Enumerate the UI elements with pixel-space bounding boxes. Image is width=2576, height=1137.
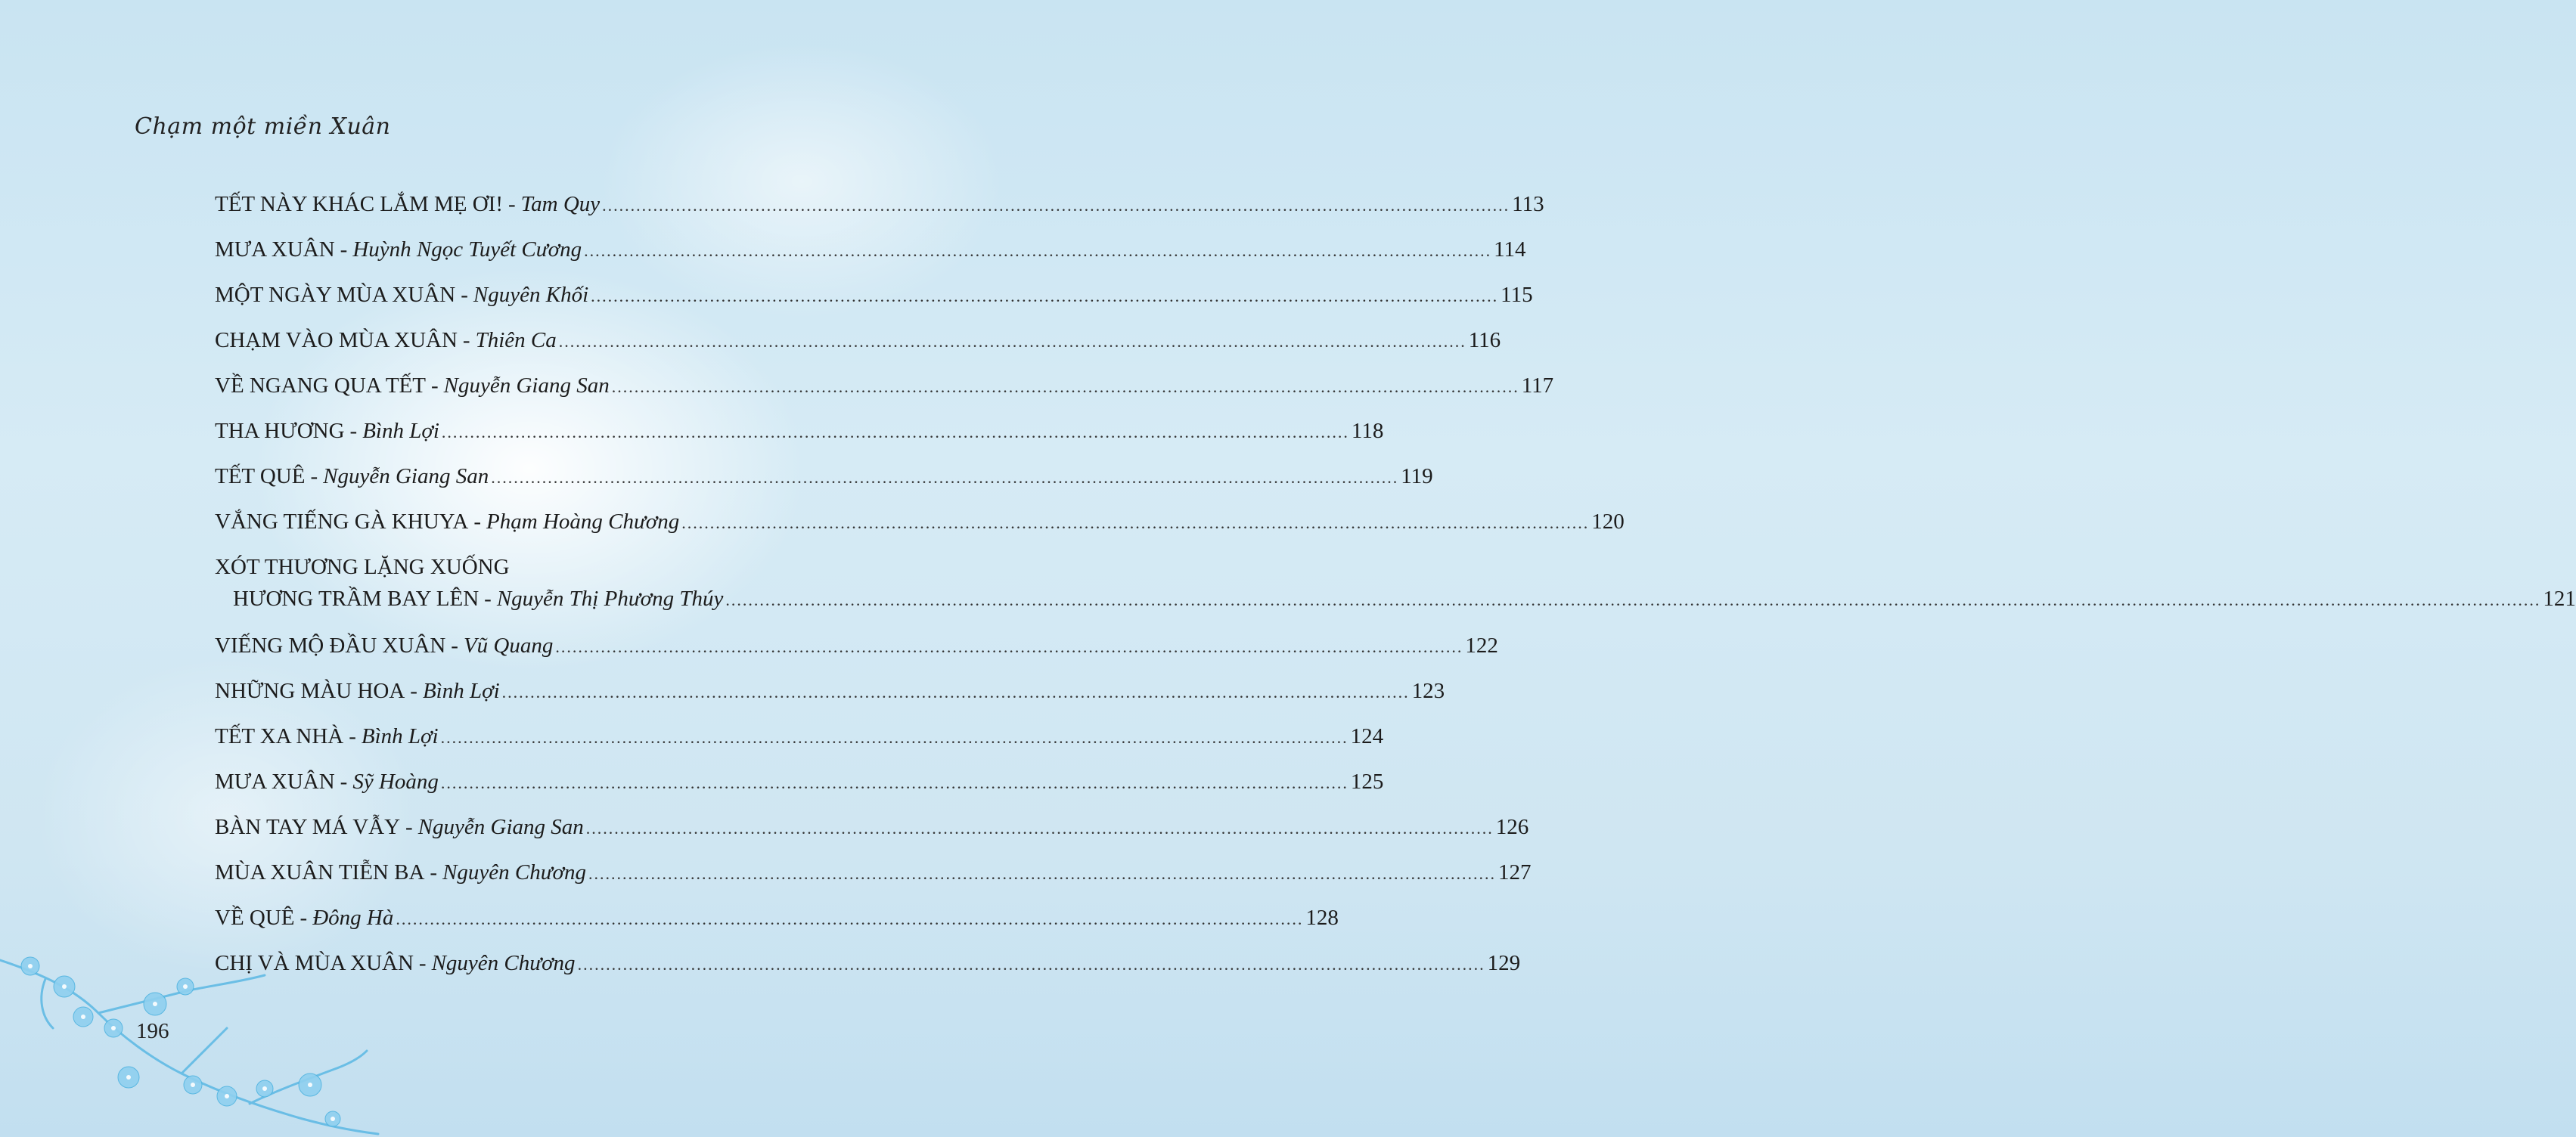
entry-separator: - (430, 373, 439, 398)
entry-separator: - (310, 464, 318, 488)
entry-title: VỀ QUÊ (215, 906, 295, 930)
toc-entry (215, 280, 1533, 310)
entry-separator: - (299, 906, 308, 930)
entry-page-number: 121 (2543, 587, 2576, 611)
entry-author: Tam Quy (520, 192, 601, 216)
toc-entry (215, 767, 1384, 797)
entry-title: VỀ NGANG QUA TẾT (215, 373, 426, 398)
dot-leader (612, 372, 1519, 402)
entry-separator: - (349, 419, 358, 443)
entry-title: BÀN TAY MÁ VẪY (215, 815, 401, 839)
dot-leader (586, 813, 1494, 844)
entry-title: CHỊ VÀ MÙA XUÂN (215, 951, 414, 975)
toc-entry (215, 507, 1625, 537)
entry-author: Thiên Ca (475, 328, 557, 352)
dot-leader (602, 191, 1510, 221)
toc-entry (215, 189, 1544, 219)
toc-entry (215, 325, 1501, 355)
entry-separator: - (349, 724, 356, 748)
dot-leader (578, 950, 1485, 980)
entry-page-number: 123 (1411, 679, 1445, 703)
entry-page-number: 116 (1468, 328, 1501, 352)
entry-separator: - (462, 328, 470, 352)
toc-entry (215, 812, 1529, 842)
entry-page-number: 127 (1498, 860, 1532, 885)
blossom-branch-illustration (0, 945, 378, 1137)
dot-leader (588, 859, 1496, 889)
entry-title: CHẠM VÀO MÙA XUÂN (215, 328, 458, 352)
entry-page-number: 114 (1494, 237, 1526, 262)
dot-leader (502, 677, 1410, 708)
entry-page-number: 129 (1487, 951, 1521, 975)
dot-leader (555, 632, 1463, 662)
entry-title: MÙA XUÂN TIỄN BA (215, 860, 425, 885)
toc-entry-two-line (215, 552, 2576, 615)
entry-author: Huỳnh Ngọc Tuyết Cương (352, 237, 582, 262)
entry-title: THA HƯƠNG (215, 419, 345, 443)
entry-author: Nguyễn Giang San (417, 815, 584, 839)
entry-title: NHỮNG MÀU HOA (215, 679, 405, 703)
toc-entry (215, 721, 1384, 751)
entry-title: VIẾNG MỘ ĐẦU XUÂN (215, 634, 446, 658)
dot-leader (441, 768, 1349, 798)
table-of-contents (215, 189, 2576, 993)
entry-page-number: 124 (1350, 724, 1384, 748)
dot-leader (681, 508, 1589, 538)
dot-leader (491, 463, 1398, 493)
entry-page-number: 118 (1351, 419, 1384, 443)
entry-separator: - (340, 237, 348, 262)
entry-page-number: 117 (1521, 373, 1554, 398)
entry-author: Bình Lợi (422, 679, 500, 703)
entry-author: Bình Lợi (362, 419, 439, 443)
entry-page-number: 113 (1512, 192, 1544, 216)
entry-title-line2: HƯƠNG TRẦM BAY LÊN (233, 587, 480, 611)
dot-leader (591, 281, 1498, 311)
entry-separator: - (405, 815, 413, 839)
entry-author: Phạm Hoàng Chương (486, 510, 680, 534)
entry-page-number: 115 (1501, 283, 1533, 307)
toc-entry (215, 676, 1445, 706)
dot-leader (441, 723, 1349, 753)
entry-author: Nguyễn Giang San (323, 464, 489, 488)
dot-leader (442, 417, 1349, 448)
entry-author: Nguyễn Thị Phương Thúy (496, 587, 724, 611)
entry-separator: - (418, 951, 427, 975)
dot-leader (396, 904, 1303, 934)
entry-page-number: 125 (1350, 770, 1384, 794)
entry-title: MƯA XUÂN (215, 770, 335, 794)
entry-separator: - (410, 679, 417, 703)
entry-title: MỘT NGÀY MÙA XUÂN (215, 283, 456, 307)
entry-separator: - (473, 510, 482, 534)
entry-page-number: 119 (1401, 464, 1433, 488)
toc-entry (215, 857, 1532, 888)
entry-page-number: 120 (1591, 510, 1625, 534)
entry-separator: - (430, 860, 438, 885)
entry-separator: - (451, 634, 458, 658)
entry-author: Nguyễn Giang San (443, 373, 610, 398)
entry-separator: - (508, 192, 516, 216)
toc-entry (215, 370, 1554, 401)
entry-author: Nguyên Chương (431, 951, 576, 975)
running-header-title: Chạm một miền Xuân (135, 113, 391, 140)
entry-page-number: 128 (1305, 906, 1339, 930)
entry-title: TẾT XA NHÀ (215, 724, 344, 748)
entry-separator: - (461, 283, 468, 307)
dot-leader (584, 236, 1491, 266)
toc-entry (215, 630, 1498, 661)
entry-title: TẾT QUÊ (215, 464, 306, 488)
entry-title: MƯA XUÂN (215, 237, 335, 262)
entry-separator: - (484, 587, 492, 611)
entry-author: Bình Lợi (361, 724, 439, 748)
entry-author: Sỹ Hoàng (352, 770, 439, 794)
entry-title: VẮNG TIẾNG GÀ KHUYA (215, 510, 469, 534)
toc-entry (215, 461, 1433, 491)
entry-author: Vũ Quang (463, 634, 554, 658)
toc-entry (215, 903, 1339, 933)
entry-author: Đông Hà (312, 906, 394, 930)
entry-page-number: 122 (1465, 634, 1498, 658)
toc-entry (215, 416, 1384, 446)
entry-page-number: 126 (1495, 815, 1529, 839)
toc-entry (215, 234, 1526, 265)
entry-title: TẾT NÀY KHÁC LẮM MẸ ƠI! (215, 192, 503, 216)
dot-leader (559, 327, 1466, 357)
page-number: 196 (136, 1019, 169, 1043)
dot-leader: ................................................................................................................................................................ ..... (725, 584, 2540, 617)
entry-author: Nguyên Chương (442, 860, 587, 885)
entry-author: Nguyên Khối (473, 283, 589, 307)
entry-title-line1: XÓT THƯƠNG LẶNG XUỐNG (215, 555, 510, 579)
entry-separator: - (340, 770, 348, 794)
